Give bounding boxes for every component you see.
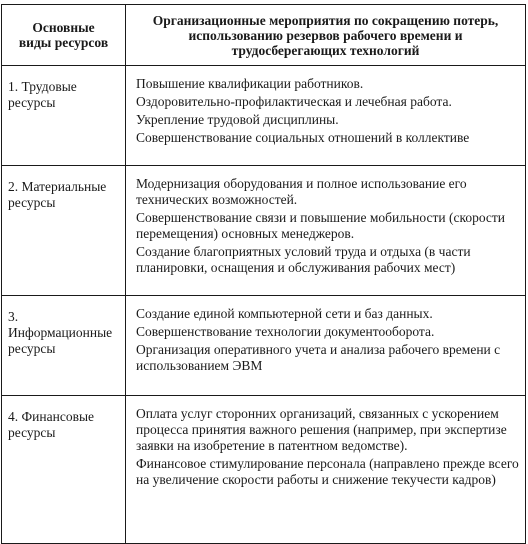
measure-item: Создание единой компьютерной сети и баз данных.	[136, 306, 433, 321]
resource-cell	[2, 296, 126, 396]
measure-item: Организация оперативного учета и анализа рабочего времени с использованием ЭВМ	[136, 342, 501, 373]
measures-cell	[126, 396, 526, 544]
measures-cell	[126, 66, 526, 166]
measure-item: Повышение квалификации работников.	[136, 76, 364, 91]
measure-item: Укрепление трудовой дисциплины.	[136, 112, 339, 127]
header-col1-text: Основные виды ресурсов	[18, 20, 109, 50]
header-resource-types	[2, 5, 126, 66]
resource-cell	[2, 166, 126, 296]
resource-cell	[2, 66, 126, 166]
measure-item: Модернизация оборудования и полное использование его технических возможностей.	[136, 176, 467, 207]
table-header-row	[2, 5, 526, 66]
resource-labor: 1. Трудовые ресурсы	[8, 79, 77, 110]
measure-item: Совершенствование технологии документооборота.	[136, 324, 435, 339]
header-measures	[126, 5, 526, 66]
resource-material: 2. Материальные ресурсы	[8, 179, 107, 210]
measures-cell	[126, 296, 526, 396]
measure-item: Создание благоприятных условий труда и отдыха (в части планировки, оснащения и обслуживания рабочих мест)	[136, 244, 471, 275]
measure-item: Совершенствование социальных отношений в коллективе	[136, 130, 470, 145]
resource-financial: 4. Финансовые ресурсы	[8, 409, 95, 440]
table-row	[2, 396, 526, 544]
measure-item: Оплата услуг сторонних организаций, связанных с ускорением процесса принятия важного решения (например, при экспертизе заявки на изобретение в патентном ведомстве).	[136, 406, 507, 453]
measures-cell	[126, 166, 526, 296]
resources-table	[1, 4, 526, 544]
measure-item: Оздоровительно-профилактическая и лечебная работа.	[136, 94, 452, 109]
resource-cell	[2, 396, 126, 544]
resource-information: 3. Информационные ресурсы	[8, 309, 113, 356]
table-row	[2, 66, 526, 166]
measure-item: Финансовое стимулирование персонала (направлено прежде всего на увеличение скорости работы и снижение текучести кадров)	[136, 456, 519, 487]
header-col2-text: Организационные мероприятия по сокращению потерь, использованию резервов рабочего времени и трудосберегающих технологий	[152, 12, 499, 58]
measure-item: Совершенствование связи и повышение мобильности (скорости перемещения) основных менеджеров.	[136, 210, 506, 241]
table-row	[2, 296, 526, 396]
table-row	[2, 166, 526, 296]
